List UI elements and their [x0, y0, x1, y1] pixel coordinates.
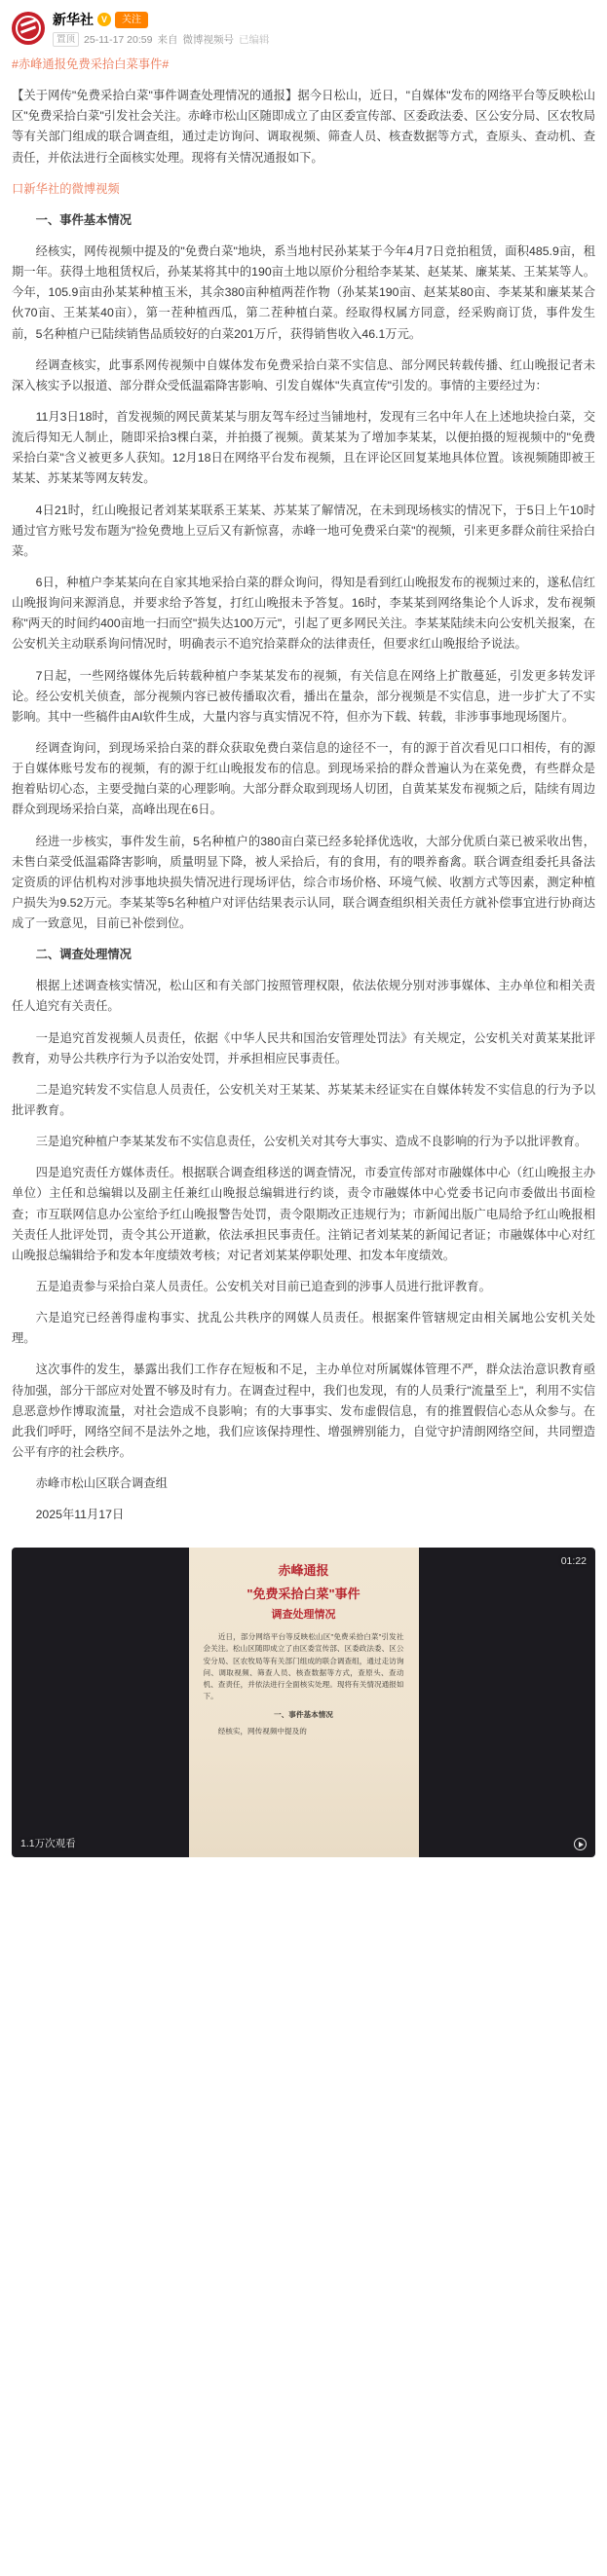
paragraph-14: 五是追责参与采拾白菜人员责任。公安机关对目前已追查到的涉事人员进行批评教育。 — [35, 1280, 491, 1294]
video-body-heading: 一、事件基本情况 — [274, 1709, 333, 1719]
pinned-tag: 置顶 — [53, 32, 79, 47]
paragraph-16: 这次事件的发生，暴露出我们工作存在短板和不足，主办单位对所属媒体管理不严，群众法治意识教育亟待加强，部分干部应对处置不够及时有力。在调查过程中，我们也发现，有的人员秉行"流量至上"，利用不实信息恶意炒作博取流量，对社会造成不良影响；有的大事事实、发布虚假信息，有的推置假信心态从众参与。在此我们呼吁，网络空间不是法外之地，我们应该保持理性、增强辨别能力，自觉守护清朗网络空间，共同塑造公平有序的社会秩序。 — [12, 1363, 595, 1460]
video-duration: 01:22 — [560, 1555, 587, 1568]
video-body-paragraph: 近日，部分网络平台等反映松山区"免费采拾白菜"引发社会关注。松山区随即成立了由区委宣传部、区委政法委、区公安分局、区农牧局等有关部门组成的联合调查组，通过走访询问、调取视频、筛查人员、核查数据等方式，查原头、查动机、查责任，并依法进行全面核实处理。现将有关情况通报如下。 — [203, 1631, 404, 1701]
account-name-line — [53, 10, 595, 29]
post-timestamp: 25-11-17 20:59 — [84, 33, 153, 46]
paragraph-6: 7日起，一些网络媒体先后转载种植户李某某发布的视频，有关信息在网络上扩散蔓延，引发更多转发评论。经公安机关侦查，部分视频内容已被传播取次看，播出在量杂，部分视频是不实信息，进一步扩大了不实影响。其中一些稿件由AI软件生成，大量内容与真实情况不符，但亦为下载、转载，非涉事事地现场图片。 — [12, 668, 595, 724]
video-thumbnail — [189, 1548, 419, 1857]
paragraph-10: 一是追究首发视频人员责任，依据《中华人民共和国治安管理处罚法》有关规定，公安机关对黄某某批评教育，劝导公共秩序行为予以治安处罚，并承担相应民事责任。 — [12, 1030, 595, 1065]
account-info — [53, 10, 595, 47]
paragraph-15: 六是追究已经善得虚构事实、扰乱公共秩序的网媒人员责任。根据案件管辖规定由相关属地公安机关处理。 — [12, 1311, 595, 1346]
video-body-paragraph-2: 经核实，网传视频中提及的 — [217, 1727, 307, 1736]
section-2-title: 二、调查处理情况 — [35, 948, 132, 962]
paragraph-9: 根据上述调查核实情况，松山区和有关部门按照管理权限，依法依规分别对涉事媒体、主办单位和相关责任人追究有关责任。 — [12, 979, 595, 1014]
section-1-title: 一、事件基本情况 — [35, 212, 132, 227]
avatar[interactable] — [12, 12, 45, 45]
paragraph-4: 4日21时，红山晚报记者刘某某联系王某某、苏某某了解情况，在未到现场核实的情况下，于5日上午10时通过官方账号发布题为"捡免费地上豆后又有新惊喜，赤峰一地可免费采白菜"的视频，引来更多群众前往采拾白菜。 — [12, 503, 595, 558]
post-content — [0, 53, 607, 1544]
play-icon[interactable] — [574, 1838, 587, 1850]
edited-label: 已编辑 — [238, 34, 270, 46]
video-view-count: 1.1万次观看 — [20, 1838, 76, 1850]
paragraph-8: 经进一步核实，事件发生前，5名种植户的380亩白菜已经多轮择优选收，大部分优质白菜已被采收出售，未售白菜受低温霜降害影响，质量明显下降，被人采拾后，有的食用，有的喂养畜禽。联合调查组委托具备法定资质的评估机构对涉事地块损失情况进行现场评估，综合市场价格、环境气候、收割方式等因素，测定种植户损失为9.52万元。李某某等5名种植户对评估结果表示认同，联合调查组织相关责任方就补偿事宜进行协商达成了一致意见，目前已补偿到位。 — [12, 834, 595, 931]
verified-badge-icon: V — [97, 13, 111, 26]
video-body — [204, 1631, 404, 1737]
follow-button[interactable]: 关注 — [115, 12, 148, 28]
video-title-line-2: "免费采拾白菜"事件 — [247, 1586, 360, 1601]
paragraph-2: 经调查核实，此事系网传视频中自媒体发布免费采拾白菜不实信息、部分网民转载传播、红山晚报记者未深入核实予以报道、部分群众受低温霜降害影响、引发自媒体"失真宣传"引发的。事情的主要经过为： — [12, 357, 595, 392]
paragraph-11: 二是追究转发不实信息人员责任，公安机关对王某某、苏某某未经证实在自媒体转发不实信息的行为予以批评教育。 — [12, 1082, 595, 1118]
post-headline: 【关于网传"免费采拾白菜"事件调查处理情况的通报】据今日松山，近日，"自媒体"发布的网络平台等反映松山区"免费采拾白菜"引发社会关注。赤峰市松山区随即成立了由区委宣传部、区委政法委、区公安分局、区农牧局等有关部门组成的联合调查组，通过走访询问、调取视频、筛查人员、核查数据等方式，查原头、查动机、查责任，并依法进行全面核实处理。现将有关情况通报如下。 — [12, 89, 595, 165]
video-link[interactable]: 口新华社的微博视频 — [12, 181, 120, 196]
post-header — [0, 0, 607, 53]
video-title-line-1: 赤峰通报 — [278, 1563, 329, 1579]
video-subtitle: 调查处理情况 — [271, 1609, 336, 1622]
paragraph-13: 四是追究责任方媒体责任。根据联合调查组移送的调查情况，市委宣传部对市融媒体中心（红山晚报主办单位）主任和总编辑以及副主任兼红山晚报总编辑进行约谈，责令市融媒体中心党委书记向市委做出书面检查；市互联网信息办公室给予红山晚报警告处罚，责令限期改正违规行为；市新闻出版广电局给予红山晚报相关责任人批评处罚，责令其公开道歉，依法承担民事责任。注销记者刘某某的新闻记者证；市融媒体中心对红山晚报总编辑给予和发本年度绩效考核；对记者刘某某停职处理、扣发本年度绩效。 — [12, 1166, 595, 1262]
paragraph-7: 经调查询问，到现场采拾白菜的群众获取免费白菜信息的途径不一，有的源于首次看见口口相传，有的源于自媒体账号发布的视频，有的源于红山晚报发布的信息。到现场采拾的群众普遍认为在菜免费，有些群众是抱着贴切心态，主要受抛白菜的心理影响。大部分群众取到现场人切团，自黄某某发布视频之后，陆续有周边群众到现场采拾白菜，高峰出现在6日。 — [12, 740, 595, 817]
paragraph-3: 11月3日18时，首发视频的网民黄某某与朋友驾车经过当铺地村，发现有三名中年人在上述地块捡白菜，交流后得知无人制止，随即采拾3棵白菜，并拍摄了视频。黄某某为了增加李某某，以便拍摄的短视频中的"免费采拾白菜"含义被更多人获知。12月18日在网络平台发布视频，且在评论区回复某地具体位置。该视频随即被王某某、苏某某等网友转发。 — [12, 409, 595, 486]
paragraph-1: 经核实，网传视频中提及的"免费白菜"地块，系当地村民孙某某于今年4月7日竞拍租赁，面积485.9亩，租期一年。获得土地租赁权后，孙某某将其中的190亩土地以原价分租给李某某、赵某某、廉某某、王某某等人。今年，105.9亩由孙某某种植玉米，其余380亩种植两茬作物（孙某某190亩、赵某某80亩、李某某和廉某某合伙70亩、王某某40亩），第一茬种植西瓜，第二茬种植白菜。经取得权属方同意，经采购商订货，事件发生前，5名种植户已陆续销售品质较好的白菜201万斤，获得销售收入46.1万元。 — [12, 243, 595, 341]
post-topic-line — [12, 55, 595, 75]
post-source[interactable]: 微博视频号 — [182, 34, 234, 46]
post-topic[interactable]: #赤峰通报免费采拾白菜事件# — [12, 57, 170, 71]
post-meta — [53, 32, 595, 47]
account-name[interactable]: 新华社 — [53, 12, 94, 27]
post-date: 2025年11月17日 — [35, 1508, 125, 1522]
source-prefix: 来自 — [157, 34, 178, 46]
signature: 赤峰市松山区联合调查组 — [35, 1476, 168, 1491]
paragraph-12: 三是追究种植户李某某发布不实信息责任，公安机关对其夸大事实、造成不良影响的行为予以批评教育。 — [35, 1135, 588, 1149]
paragraph-5: 6日，种植户李某某向在自家其地采拾白菜的群众询问，得知是看到红山晚报发布的视频过来的，遂私信红山晚报询问来源消息，并要求给予答复，打红山晚报未予答复。16时，李某某到网络集论个人诉求，发布视频称"两天的时间约400亩地一扫而空"损失达100万元"，引起了更多网民关注。李某某陆续未向公安机关报案，在公安机关主动联系询问情况时，明确表示不追究拾菜群众的法律责任，但要求红山晚报给予说法。 — [12, 575, 595, 652]
post-video-link-line — [12, 179, 595, 200]
video-card[interactable] — [12, 1548, 595, 1857]
